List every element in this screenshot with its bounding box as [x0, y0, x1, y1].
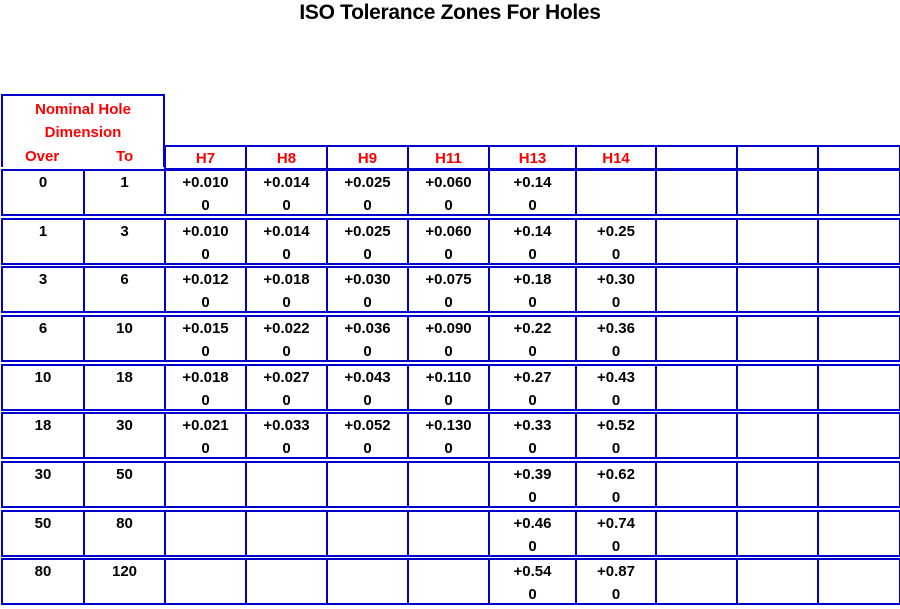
tolerance-cell: [817, 412, 900, 459]
tolerance-cell: [407, 558, 490, 605]
upper-deviation: +0.025: [344, 223, 391, 240]
lower-deviation: 0: [201, 197, 210, 214]
tolerance-cell: [245, 169, 328, 216]
lower-deviation: 0: [363, 440, 372, 457]
upper-deviation: +0.018: [263, 271, 310, 288]
upper-deviation: +0.110: [425, 369, 472, 386]
grade-header-h9: H9: [326, 145, 409, 170]
upper-deviation: +0.010: [182, 223, 229, 240]
tolerance-cell: [245, 364, 328, 411]
lower-deviation: 0: [363, 343, 372, 360]
tolerance-cell: [575, 510, 657, 557]
tolerance-cell: [164, 510, 247, 557]
lower-deviation: 0: [444, 343, 453, 360]
lower-deviation: 0: [611, 586, 621, 603]
to-column-header: To: [116, 148, 134, 165]
tolerance-cell: [575, 315, 657, 362]
upper-deviation: +0.130: [425, 417, 472, 434]
lower-deviation: 0: [363, 294, 372, 311]
upper-deviation: +0.87: [597, 563, 635, 580]
upper-deviation: +0.090: [425, 320, 472, 337]
tolerance-cell: [407, 315, 490, 362]
tolerance-cell: [575, 169, 657, 216]
upper-deviation: +0.43: [597, 369, 635, 386]
lower-deviation: 0: [611, 538, 621, 555]
lower-deviation: 0: [528, 294, 537, 311]
lower-deviation: 0: [282, 343, 291, 360]
lower-deviation: 0: [528, 538, 537, 555]
to-cell: 10: [83, 315, 166, 362]
upper-deviation: +0.060: [425, 174, 472, 191]
upper-deviation: +0.018: [182, 369, 229, 386]
lower-deviation: 0: [444, 197, 453, 214]
tolerance-cell: [326, 218, 409, 265]
upper-deviation: +0.010: [182, 174, 229, 191]
lower-deviation: 0: [444, 392, 453, 409]
to-cell: 120: [83, 558, 166, 605]
to-cell: 50: [83, 461, 166, 508]
tolerance-cell: [164, 315, 247, 362]
upper-deviation: +0.14: [513, 174, 552, 191]
lower-deviation: 0: [528, 246, 537, 263]
upper-deviation: +0.014: [263, 223, 310, 240]
tolerance-cell: [575, 461, 657, 508]
upper-deviation: +0.27: [513, 369, 552, 386]
tolerance-cell: [245, 461, 328, 508]
tolerance-cell: [488, 412, 577, 459]
tolerance-cell: [736, 169, 819, 216]
upper-deviation: +0.021: [182, 417, 229, 434]
tolerance-cell: [326, 461, 409, 508]
lower-deviation: 0: [611, 294, 621, 311]
tolerance-cell: [488, 510, 577, 557]
tolerance-cell: [655, 412, 738, 459]
page-title: ISO Tolerance Zones For Holes: [299, 1, 601, 24]
tolerance-cell: [575, 218, 657, 265]
lower-deviation: 0: [282, 294, 291, 311]
tolerance-cell: [245, 218, 328, 265]
tolerance-cell: [736, 364, 819, 411]
to-cell: 3: [83, 218, 166, 265]
upper-deviation: +0.54: [513, 563, 552, 580]
lower-deviation: 0: [611, 246, 621, 263]
tolerance-cell: [655, 169, 738, 216]
tolerance-cell: [326, 315, 409, 362]
tolerance-cell: [488, 218, 577, 265]
tolerance-cell: [736, 218, 819, 265]
tolerance-cell: [407, 169, 490, 216]
tolerance-cell: [575, 412, 657, 459]
tolerance-cell: [245, 510, 328, 557]
tolerance-cell: [817, 266, 900, 313]
tolerance-cell: [736, 461, 819, 508]
upper-deviation: +0.036: [344, 320, 391, 337]
upper-deviation: +0.075: [425, 271, 472, 288]
tolerance-cell: [245, 412, 328, 459]
tolerance-cell: [326, 510, 409, 557]
over-column-header: Over: [25, 148, 60, 165]
grade-header-blank-6: [655, 145, 738, 170]
lower-deviation: 0: [201, 246, 210, 263]
tolerance-cell: [655, 266, 738, 313]
to-cell: 30: [83, 412, 166, 459]
tolerance-cell: [817, 315, 900, 362]
tolerance-cell: [488, 364, 577, 411]
tolerance-cell: [736, 558, 819, 605]
tolerance-cell: [817, 218, 900, 265]
tolerance-cell: [736, 315, 819, 362]
lower-deviation: 0: [611, 392, 621, 409]
lower-deviation: 0: [528, 586, 537, 603]
lower-deviation: 0: [444, 246, 453, 263]
tolerance-cell: [575, 266, 657, 313]
tolerance-cell: [326, 364, 409, 411]
over-cell: 6: [1, 315, 85, 362]
nominal-dimension-header: [1, 94, 165, 167]
lower-deviation: 0: [611, 343, 621, 360]
lower-deviation: 0: [363, 392, 372, 409]
tolerance-cell: [817, 510, 900, 557]
grade-header-h11: H11: [407, 145, 490, 170]
lower-deviation: 0: [201, 392, 210, 409]
upper-deviation: +0.022: [263, 320, 310, 337]
tolerance-cell: [655, 461, 738, 508]
grade-header-h14: H14: [575, 145, 657, 170]
tolerance-cell: [736, 412, 819, 459]
tolerance-cell: [245, 266, 328, 313]
tolerance-cell: [488, 266, 577, 313]
tolerance-cell: [488, 461, 577, 508]
over-cell: 0: [1, 169, 85, 216]
upper-deviation: +0.14: [513, 223, 552, 240]
tolerance-cell: [655, 218, 738, 265]
tolerance-cell: [164, 266, 247, 313]
tolerance-cell: [655, 510, 738, 557]
lower-deviation: 0: [282, 392, 291, 409]
lower-deviation: 0: [528, 343, 537, 360]
upper-deviation: +0.033: [263, 417, 310, 434]
lower-deviation: 0: [528, 392, 537, 409]
over-cell: 10: [1, 364, 85, 411]
tolerance-cell: [488, 315, 577, 362]
tolerance-cell: [326, 412, 409, 459]
to-cell: 6: [83, 266, 166, 313]
to-cell: 80: [83, 510, 166, 557]
nominal-label-line2: Dimension: [44, 124, 122, 141]
tolerance-cell: [488, 558, 577, 605]
tolerance-cell: [488, 169, 577, 216]
tolerance-cell: [407, 510, 490, 557]
tolerance-cell: [817, 364, 900, 411]
tolerance-cell: [245, 558, 328, 605]
lower-deviation: 0: [282, 197, 291, 214]
lower-deviation: 0: [444, 440, 453, 457]
tolerance-cell: [407, 364, 490, 411]
upper-deviation: +0.62: [597, 466, 635, 483]
lower-deviation: 0: [444, 294, 453, 311]
upper-deviation: +0.052: [344, 417, 391, 434]
grade-header-h8: H8: [245, 145, 328, 170]
tolerance-cell: [736, 266, 819, 313]
grade-header-h7: H7: [164, 145, 247, 170]
tolerance-cell: [655, 315, 738, 362]
over-cell: 18: [1, 412, 85, 459]
tolerance-cell: [655, 364, 738, 411]
lower-deviation: 0: [363, 246, 372, 263]
upper-deviation: +0.52: [597, 417, 635, 434]
tolerance-cell: [326, 169, 409, 216]
upper-deviation: +0.025: [344, 174, 391, 191]
over-cell: 80: [1, 558, 85, 605]
over-cell: 1: [1, 218, 85, 265]
lower-deviation: 0: [528, 440, 537, 457]
tolerance-cell: [164, 558, 247, 605]
grade-header-h13: H13: [488, 145, 577, 170]
upper-deviation: +0.36: [597, 320, 635, 337]
upper-deviation: +0.30: [597, 271, 635, 288]
upper-deviation: +0.012: [182, 271, 229, 288]
tolerance-cell: [817, 169, 900, 216]
grade-header-blank-8: [817, 145, 900, 170]
tolerance-cell: [655, 558, 738, 605]
lower-deviation: 0: [201, 440, 210, 457]
over-cell: 3: [1, 266, 85, 313]
nominal-hole-dimension-label: [3, 98, 163, 144]
tolerance-cell: [245, 315, 328, 362]
over-cell: 50: [1, 510, 85, 557]
lower-deviation: 0: [528, 197, 537, 214]
upper-deviation: +0.39: [513, 466, 552, 483]
tolerance-cell: [326, 266, 409, 313]
tolerance-cell: [164, 461, 247, 508]
upper-deviation: +0.015: [182, 320, 229, 337]
lower-deviation: 0: [528, 489, 537, 506]
lower-deviation: 0: [282, 246, 291, 263]
to-cell: 1: [83, 169, 166, 216]
upper-deviation: +0.014: [263, 174, 310, 191]
tolerance-cell: [164, 169, 247, 216]
upper-deviation: +0.46: [513, 515, 552, 532]
tolerance-cell: [817, 558, 900, 605]
upper-deviation: +0.25: [597, 223, 635, 240]
tolerance-cell: [407, 412, 490, 459]
lower-deviation: 0: [201, 343, 210, 360]
nominal-label-line1: Nominal Hole: [35, 101, 131, 118]
lower-deviation: 0: [201, 294, 210, 311]
tolerance-cell: [407, 266, 490, 313]
upper-deviation: +0.74: [597, 515, 635, 532]
tolerance-cell: [407, 461, 490, 508]
upper-deviation: +0.027: [263, 369, 310, 386]
over-cell: 30: [1, 461, 85, 508]
tolerance-cell: [164, 364, 247, 411]
tolerance-cell: [407, 218, 490, 265]
tolerance-cell: [164, 412, 247, 459]
grade-header-blank-7: [736, 145, 819, 170]
upper-deviation: +0.18: [513, 271, 552, 288]
lower-deviation: 0: [611, 489, 621, 506]
tolerance-cell: [575, 558, 657, 605]
upper-deviation: +0.22: [513, 320, 552, 337]
lower-deviation: 0: [363, 197, 372, 214]
tolerance-cell: [817, 461, 900, 508]
upper-deviation: +0.043: [344, 369, 391, 386]
tolerance-cell: [575, 364, 657, 411]
tolerance-cell: [736, 510, 819, 557]
upper-deviation: +0.060: [425, 223, 472, 240]
to-cell: 18: [83, 364, 166, 411]
tolerance-cell: [326, 558, 409, 605]
lower-deviation: 0: [611, 440, 621, 457]
upper-deviation: +0.030: [344, 271, 391, 288]
upper-deviation: +0.33: [513, 417, 552, 434]
lower-deviation: 0: [282, 440, 291, 457]
tolerance-cell: [164, 218, 247, 265]
